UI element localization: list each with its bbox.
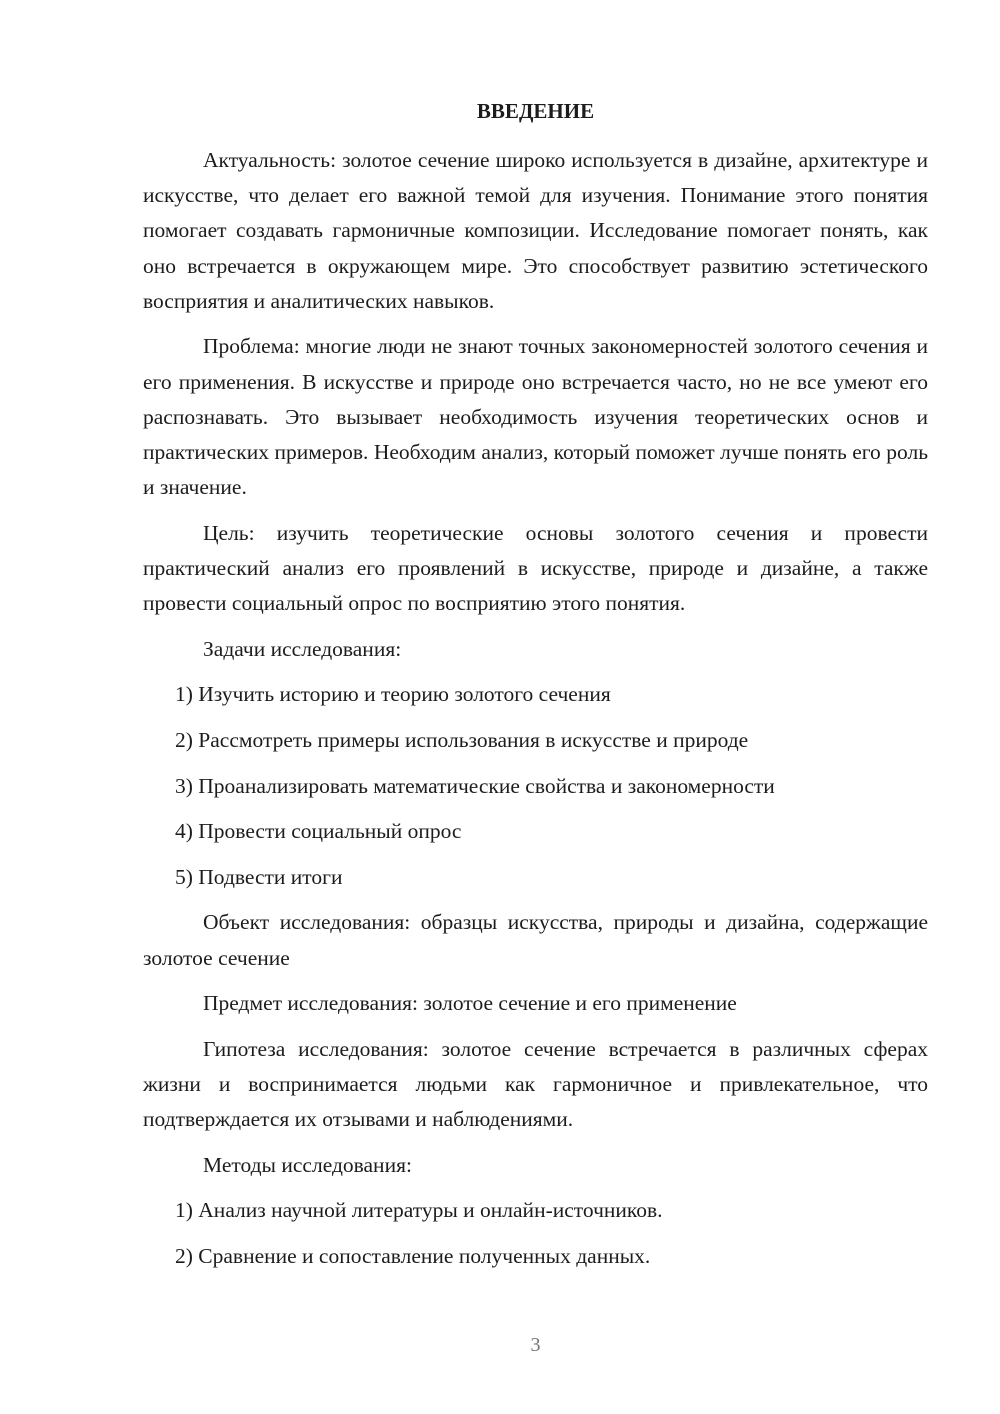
problem-paragraph: Проблема: многие люди не знают точных закономерностей золотого сечения и его применения. В искусстве и природе оно встречается часто, но не все умеют его распознавать. Это вызывает необходимость изучения теоретических основ и практических примеров. Необходим анализ, который поможет лучше понять его роль и значение.: [143, 334, 928, 500]
object-paragraph: Объект исследования: образцы искусства, природы и дизайна, содержащие золотое сечение: [143, 910, 928, 970]
method-item-1: 1) Анализ научной литературы и онлайн-источников.: [175, 1198, 663, 1223]
hypothesis-paragraph: Гипотеза исследования: золотое сечение встречается в различных сферах жизни и воспринимается людьми как гармоничное и привлекательное, что подтверждается их отзывами и наблюдениями.: [143, 1036, 928, 1132]
task-item-4: 4) Провести социальный опрос: [175, 819, 462, 844]
tasks-heading: Задачи исследования:: [203, 636, 402, 661]
relevance-paragraph: Актуальность: золотое сечение широко используется в дизайне, архитектуре и искусстве, что делает его важной темой для изучения. Понимание этого понятия помогает создавать гармоничные композиции. Исследование помогает понять, как оно встречается в окружающем мире. Это способствует развитию эстетического восприятия и аналитических навыков.: [143, 148, 928, 313]
document-body: [143, 143, 928, 1274]
subject-paragraph: Предмет исследования: золотое сечение и его применение: [203, 991, 737, 1016]
method-item-2: 2) Сравнение и сопоставление полученных данных.: [175, 1243, 651, 1268]
goal-paragraph: Цель: изучить теоретические основы золотого сечения и провести практический анализ его проявлений в искусстве, природе и дизайне, а также провести социальный опрос по восприятию этого понятия.: [143, 520, 928, 616]
page-number: 3: [530, 1334, 541, 1356]
task-item-1: 1) Изучить историю и теорию золотого сечения: [175, 682, 611, 707]
methods-heading: Методы исследования:: [203, 1152, 412, 1177]
task-item-3: 3) Проанализировать математические свойства и закономерности: [175, 773, 775, 798]
task-item-2: 2) Рассмотреть примеры использования в искусстве и природе: [175, 728, 749, 752]
page-title: ВВЕДЕНИЕ: [476, 99, 595, 123]
task-item-5: 5) Подвести итоги: [175, 864, 343, 889]
